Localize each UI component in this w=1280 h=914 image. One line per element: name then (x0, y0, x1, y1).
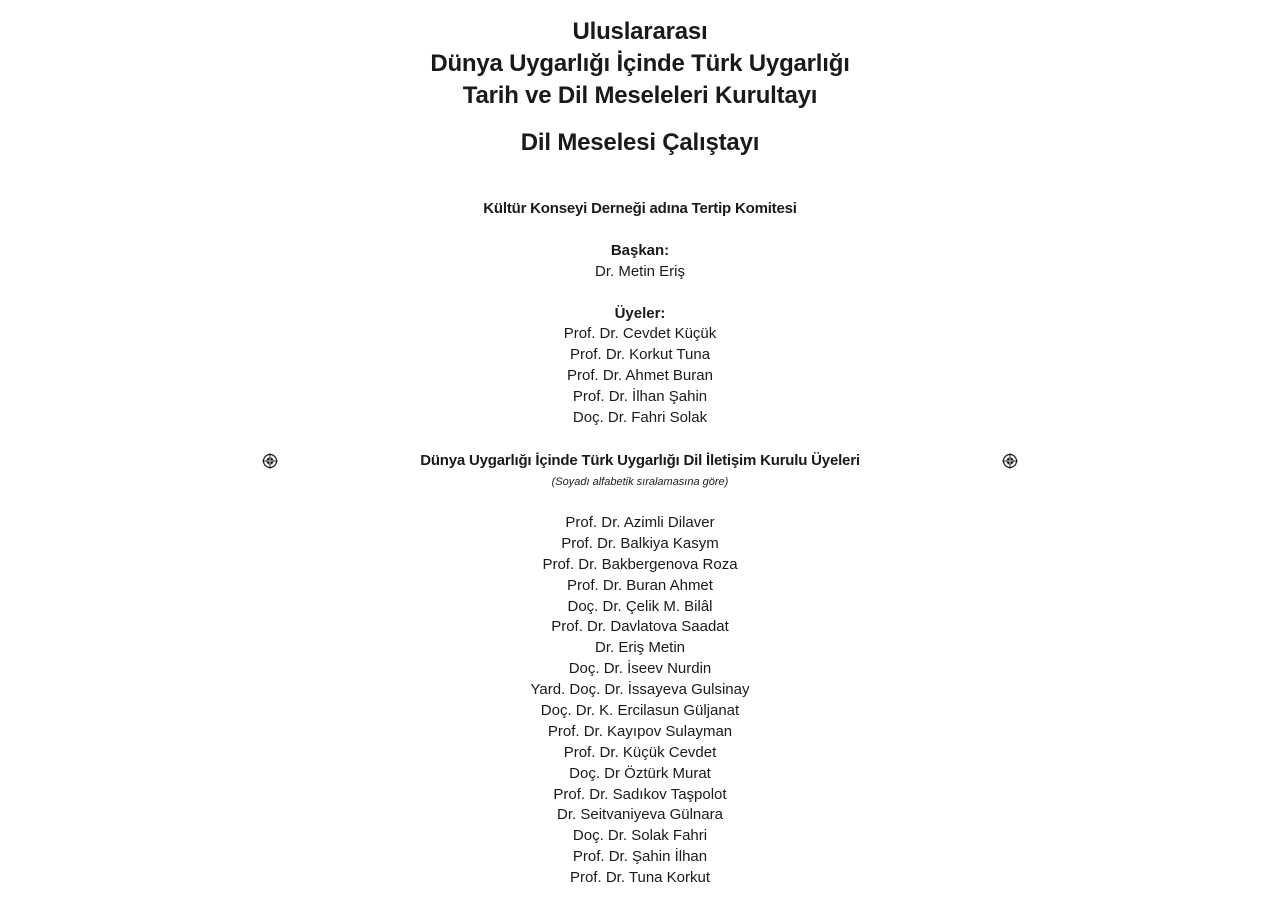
list-item: Prof. Dr. Korkut Tuna (569, 345, 711, 363)
registration-mark-icon (1002, 453, 1018, 469)
list-item: Doç. Dr. Solak Fahri (572, 827, 708, 845)
list-item: Yard. Doç. Dr. İssayeva Gulsinay (530, 681, 750, 699)
title-line-3: Tarih ve Dil Meseleleri Kurultayı (462, 82, 818, 109)
list-item: Doç. Dr. K. Ercilasun Güljanat (540, 702, 740, 720)
list-item: Doç. Dr. Çelik M. Bilâl (567, 597, 713, 615)
committee-members-list (0, 324, 1280, 428)
list-item: Prof. Dr. Buran Ahmet (567, 576, 713, 594)
chair-label: Başkan: (610, 242, 670, 259)
list-item: Doç. Dr. İseev Nurdin (568, 660, 712, 678)
list-item: Prof. Dr. Tuna Korkut (569, 869, 711, 887)
board-heading: Dünya Uygarlığı İçinde Türk Uygarlığı Dil İletişim Kurulu Üyeleri (420, 452, 860, 469)
list-item: Prof. Dr. Balkiya Kasym (561, 534, 719, 552)
list-item: Dr. Eriş Metin (594, 639, 685, 657)
subtitle: Dil Meselesi Çalıştayı (520, 129, 760, 156)
list-item: Dr. Seitvaniyeva Gülnara (557, 806, 723, 824)
members-label: Üyeler: (614, 305, 666, 322)
sorting-note: (Soyadı alfabetik sıralamasına göre) (551, 476, 729, 488)
title-block (0, 16, 1280, 112)
committee-heading: Kültür Konseyi Derneği adına Tertip Komitesi (483, 200, 797, 217)
board-members-list (0, 513, 1280, 889)
title-line-2: Dünya Uygarlığı İçinde Türk Uygarlığı (430, 50, 850, 77)
list-item: Prof. Dr. Kayıpov Sulayman (547, 722, 733, 740)
list-item: Doç. Dr. Fahri Solak (572, 408, 708, 426)
chair-name: Dr. Metin Eriş (594, 263, 685, 280)
list-item: Prof. Dr. İlhan Şahin (572, 387, 708, 405)
list-item: Doç. Dr Öztürk Murat (569, 764, 711, 782)
list-item: Prof. Dr. Azimli Dilaver (565, 514, 715, 531)
list-item: Prof. Dr. Davlatova Saadat (551, 618, 729, 636)
list-item: Prof. Dr. Bakbergenova Roza (542, 555, 738, 573)
list-item: Prof. Dr. Cevdet Küçük (563, 325, 717, 342)
list-item: Prof. Dr. Şahin İlhan (572, 848, 708, 866)
title-line-1: Uluslararası (572, 18, 708, 45)
list-item: Prof. Dr. Küçük Cevdet (563, 743, 717, 761)
list-item: Prof. Dr. Sadıkov Taşpolot (553, 785, 727, 803)
list-item: Prof. Dr. Ahmet Buran (567, 366, 713, 384)
